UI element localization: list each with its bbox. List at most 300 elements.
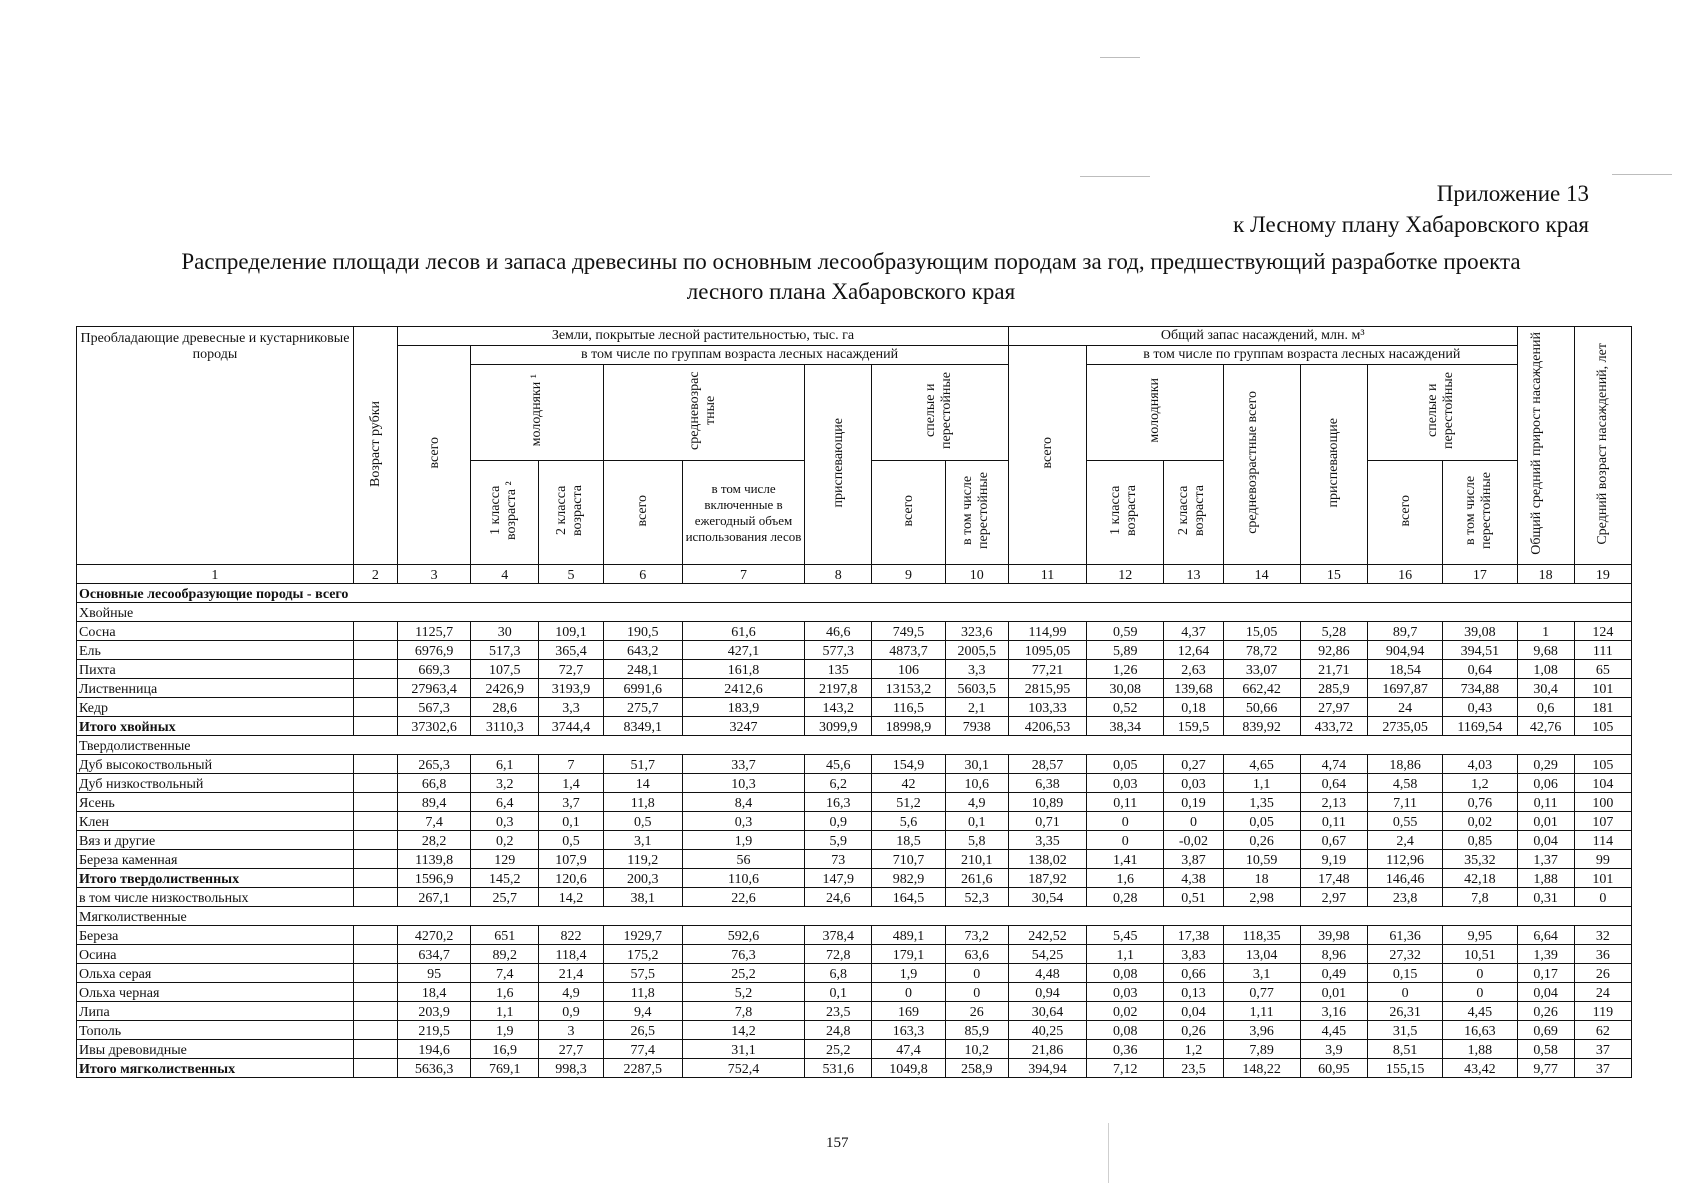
value-cell: 145,2 [471, 869, 539, 888]
value-cell: 99 [1574, 850, 1631, 869]
value-cell [1574, 603, 1631, 622]
value-cell: 110,6 [682, 869, 804, 888]
value-cell: 0,05 [1223, 812, 1300, 831]
value-cell: 0,11 [1087, 793, 1164, 812]
value-cell: 3247 [682, 717, 804, 736]
value-cell [471, 584, 539, 603]
header-area-group: Земли, покрытые лесной растительностью, тыс. га [397, 327, 1008, 346]
header-young: молодняки ¹ [471, 365, 603, 461]
value-cell: 54,25 [1008, 945, 1086, 964]
value-cell: 0,28 [1087, 888, 1164, 907]
value-cell: 6,8 [805, 964, 872, 983]
species-name: Береза каменная [77, 850, 354, 869]
cutting-age-cell [353, 888, 397, 907]
value-cell: 21,86 [1008, 1040, 1086, 1059]
species-name: Ольха черная [77, 983, 354, 1002]
header-cutting-age: Возраст рубки [353, 327, 397, 565]
value-cell: 3,96 [1223, 1021, 1300, 1040]
value-cell: 169 [872, 1002, 945, 1021]
value-cell: 200,3 [603, 869, 682, 888]
value-cell: 1,6 [1087, 869, 1164, 888]
value-cell: 103,33 [1008, 698, 1086, 717]
value-cell: 2005,5 [945, 641, 1008, 660]
value-cell: 89,2 [471, 945, 539, 964]
value-cell [1087, 907, 1164, 926]
value-cell: 0,18 [1164, 698, 1223, 717]
value-cell: 3,3 [539, 698, 603, 717]
species-name: Основные лесообразующие породы - всего [77, 584, 354, 603]
value-cell: 65 [1574, 660, 1631, 679]
header-middle-total: всего [603, 461, 682, 565]
value-cell: 1,88 [1443, 1040, 1517, 1059]
value-cell: 118,35 [1223, 926, 1300, 945]
value-cell: 148,22 [1223, 1059, 1300, 1078]
value-cell [945, 736, 1008, 755]
column-number: 5 [539, 565, 603, 584]
table-body [77, 584, 1632, 1078]
total-row [77, 1059, 1632, 1078]
table-row [77, 660, 1632, 679]
value-cell: 3193,9 [539, 679, 603, 698]
value-cell: 0 [1087, 831, 1164, 850]
value-cell: 6976,9 [397, 641, 470, 660]
column-number: 16 [1367, 565, 1442, 584]
value-cell: 998,3 [539, 1059, 603, 1078]
value-cell: 27,7 [539, 1040, 603, 1059]
value-cell: 3110,3 [471, 717, 539, 736]
value-cell [945, 603, 1008, 622]
value-cell: 5603,5 [945, 679, 1008, 698]
value-cell: 181 [1574, 698, 1631, 717]
value-cell: 749,5 [872, 622, 945, 641]
value-cell [945, 907, 1008, 926]
column-number: 4 [471, 565, 539, 584]
value-cell: 9,4 [603, 1002, 682, 1021]
table-row [77, 850, 1632, 869]
cutting-age-cell [353, 1059, 397, 1078]
value-cell: 73,2 [945, 926, 1008, 945]
value-cell: 0,5 [603, 812, 682, 831]
value-cell: 33,7 [682, 755, 804, 774]
value-cell: 839,92 [1223, 717, 1300, 736]
value-cell: 10,3 [682, 774, 804, 793]
value-cell [1367, 907, 1442, 926]
table-row [77, 793, 1632, 812]
value-cell: 190,5 [603, 622, 682, 641]
value-cell: 0,08 [1087, 1021, 1164, 1040]
value-cell: 62 [1574, 1021, 1631, 1040]
value-cell: 0,9 [805, 812, 872, 831]
value-cell: 2,98 [1223, 888, 1300, 907]
value-cell: 0,02 [1443, 812, 1517, 831]
header-avg-growth: Общий средний прирост насаждений [1517, 327, 1574, 565]
value-cell: 10,89 [1008, 793, 1086, 812]
value-cell: 0,66 [1164, 964, 1223, 983]
column-number: 6 [603, 565, 682, 584]
value-cell: 52,3 [945, 888, 1008, 907]
value-cell: 114,99 [1008, 622, 1086, 641]
header-overmature-stock: в том числе перестойные [1443, 461, 1517, 565]
value-cell [1008, 603, 1086, 622]
column-number: 2 [353, 565, 397, 584]
value-cell: 3,87 [1164, 850, 1223, 869]
value-cell: 0,51 [1164, 888, 1223, 907]
value-cell [471, 907, 539, 926]
value-cell: 30,1 [945, 755, 1008, 774]
value-cell: 73 [805, 850, 872, 869]
value-cell: 0 [1367, 983, 1442, 1002]
species-name: Мягколиственные [77, 907, 354, 926]
header-stock-group: Общий запас насаждений, млн. м³ [1008, 327, 1517, 346]
value-cell: 61,36 [1367, 926, 1442, 945]
species-name: Тополь [77, 1021, 354, 1040]
value-cell: 6991,6 [603, 679, 682, 698]
value-cell: 9,77 [1517, 1059, 1574, 1078]
table-row [77, 812, 1632, 831]
value-cell [1443, 603, 1517, 622]
value-cell: 27,97 [1300, 698, 1367, 717]
value-cell: 1,9 [682, 831, 804, 850]
value-cell: 8349,1 [603, 717, 682, 736]
cutting-age-cell [353, 641, 397, 660]
value-cell: 4206,53 [1008, 717, 1086, 736]
value-cell [872, 603, 945, 622]
value-cell: 27963,4 [397, 679, 470, 698]
value-cell: 248,1 [603, 660, 682, 679]
value-cell: 42 [872, 774, 945, 793]
value-cell [539, 584, 603, 603]
header-class1-stock: 1 класса возраста [1087, 461, 1164, 565]
scan-artifact [1100, 57, 1140, 58]
value-cell [1164, 603, 1223, 622]
value-cell: 18998,9 [872, 717, 945, 736]
header-young-stock: молодняки [1087, 365, 1223, 461]
value-cell: 31,5 [1367, 1021, 1442, 1040]
value-cell [945, 584, 1008, 603]
value-cell: 323,6 [945, 622, 1008, 641]
value-cell: 0,6 [1517, 698, 1574, 717]
column-number: 7 [682, 565, 804, 584]
header-class2-stock: 2 класса возраста [1164, 461, 1223, 565]
value-cell: 489,1 [872, 926, 945, 945]
species-name: Итого хвойных [77, 717, 354, 736]
value-cell: 365,4 [539, 641, 603, 660]
value-cell: 1,35 [1223, 793, 1300, 812]
value-cell: 23,5 [1164, 1059, 1223, 1078]
cutting-age-cell [353, 926, 397, 945]
column-number: 8 [805, 565, 872, 584]
value-cell: 11,8 [603, 983, 682, 1002]
cutting-age-cell [353, 983, 397, 1002]
header-overmature: в том числе перестойные [945, 461, 1008, 565]
value-cell: 643,2 [603, 641, 682, 660]
header-mature: спелые и перестойные [872, 365, 1008, 461]
table-row [77, 926, 1632, 945]
species-name: Береза [77, 926, 354, 945]
value-cell: 4,74 [1300, 755, 1367, 774]
value-cell: 28,6 [471, 698, 539, 717]
value-cell [1300, 584, 1367, 603]
value-cell: 14 [603, 774, 682, 793]
value-cell: 5,9 [805, 831, 872, 850]
header-middle-aged: средневозрас тные [603, 365, 805, 461]
value-cell: 0,27 [1164, 755, 1223, 774]
table-row [77, 774, 1632, 793]
value-cell: 47,4 [872, 1040, 945, 1059]
value-cell: 5,8 [945, 831, 1008, 850]
value-cell [682, 603, 804, 622]
value-cell [805, 907, 872, 926]
value-cell: 3,7 [539, 793, 603, 812]
column-number: 1 [77, 565, 354, 584]
value-cell: 163,3 [872, 1021, 945, 1040]
scan-artifact [1108, 1123, 1109, 1183]
value-cell: 120,6 [539, 869, 603, 888]
value-cell: 105 [1574, 755, 1631, 774]
table-row [77, 888, 1632, 907]
value-cell: 9,95 [1443, 926, 1517, 945]
value-cell [603, 736, 682, 755]
value-cell: 210,1 [945, 850, 1008, 869]
value-cell: 23,5 [805, 1002, 872, 1021]
value-cell: 0,59 [1087, 622, 1164, 641]
value-cell: 242,52 [1008, 926, 1086, 945]
value-cell: 8,4 [682, 793, 804, 812]
value-cell [1517, 584, 1574, 603]
value-cell [682, 584, 804, 603]
cutting-age-cell [353, 831, 397, 850]
value-cell: 12,64 [1164, 641, 1223, 660]
header-mature-stock: спелые и перестойные [1367, 365, 1517, 461]
value-cell: 4873,7 [872, 641, 945, 660]
forest-distribution-table [76, 326, 1632, 1078]
value-cell [805, 736, 872, 755]
value-cell: 267,1 [397, 888, 470, 907]
value-cell: 2,63 [1164, 660, 1223, 679]
value-cell: 0,67 [1300, 831, 1367, 850]
value-cell: 6,1 [471, 755, 539, 774]
value-cell: 0,52 [1087, 698, 1164, 717]
value-cell: 27,32 [1367, 945, 1442, 964]
header-maturing-stock: приспевающие [1300, 365, 1367, 565]
value-cell: 16,9 [471, 1040, 539, 1059]
value-cell: 0,43 [1443, 698, 1517, 717]
value-cell: 0,5 [539, 831, 603, 850]
value-cell [1300, 603, 1367, 622]
header-mature-total: всего [872, 461, 945, 565]
species-name: Сосна [77, 622, 354, 641]
value-cell [1008, 584, 1086, 603]
value-cell: 1,11 [1223, 1002, 1300, 1021]
header-class1: 1 класса возраста ² [471, 461, 539, 565]
value-cell: 18,86 [1367, 755, 1442, 774]
value-cell: 187,92 [1008, 869, 1086, 888]
value-cell: 72,8 [805, 945, 872, 964]
species-name: Ольха серая [77, 964, 354, 983]
value-cell: 7,4 [397, 812, 470, 831]
value-cell: 31,1 [682, 1040, 804, 1059]
cutting-age-cell [353, 964, 397, 983]
value-cell: 2426,9 [471, 679, 539, 698]
value-cell: 26 [1574, 964, 1631, 983]
value-cell: 577,3 [805, 641, 872, 660]
value-cell: 9,19 [1300, 850, 1367, 869]
value-cell: 1169,54 [1443, 717, 1517, 736]
value-cell: 0,3 [682, 812, 804, 831]
value-cell [1087, 584, 1164, 603]
value-cell [1517, 736, 1574, 755]
table-row [77, 964, 1632, 983]
value-cell: 18,54 [1367, 660, 1442, 679]
value-cell: 30,08 [1087, 679, 1164, 698]
value-cell: 3,3 [945, 660, 1008, 679]
value-cell: 0,01 [1300, 983, 1367, 1002]
value-cell: 18 [1223, 869, 1300, 888]
header-maturing: приспевающие [805, 365, 872, 565]
value-cell: 1,41 [1087, 850, 1164, 869]
value-cell [1300, 736, 1367, 755]
value-cell: 1,2 [1443, 774, 1517, 793]
value-cell [397, 736, 470, 755]
scan-artifact [1612, 174, 1672, 175]
value-cell: 30,54 [1008, 888, 1086, 907]
header-middle-included: в том числе включенные в ежегодный объем использования лесов [682, 461, 804, 565]
value-cell: 56 [682, 850, 804, 869]
value-cell: 0,77 [1223, 983, 1300, 1002]
value-cell: 77,21 [1008, 660, 1086, 679]
value-cell [682, 736, 804, 755]
value-cell: 7,12 [1087, 1059, 1164, 1078]
value-cell: 822 [539, 926, 603, 945]
species-name: Клен [77, 812, 354, 831]
cutting-age-cell [353, 1002, 397, 1021]
species-name: Ивы древовидные [77, 1040, 354, 1059]
value-cell: 1,37 [1517, 850, 1574, 869]
value-cell [872, 584, 945, 603]
value-cell: 1049,8 [872, 1059, 945, 1078]
value-cell [539, 907, 603, 926]
value-cell: 285,9 [1300, 679, 1367, 698]
value-cell [471, 736, 539, 755]
value-cell: 0 [1164, 812, 1223, 831]
species-name: Пихта [77, 660, 354, 679]
value-cell: 4,38 [1164, 869, 1223, 888]
cutting-age-cell [353, 850, 397, 869]
value-cell [1164, 907, 1223, 926]
value-cell: 116,5 [872, 698, 945, 717]
value-cell: 0,64 [1300, 774, 1367, 793]
value-cell: 634,7 [397, 945, 470, 964]
species-name: Ель [77, 641, 354, 660]
value-cell: 175,2 [603, 945, 682, 964]
value-cell: 2,13 [1300, 793, 1367, 812]
value-cell: 7 [539, 755, 603, 774]
species-name: Дуб высокоствольный [77, 755, 354, 774]
column-number: 10 [945, 565, 1008, 584]
value-cell: 10,51 [1443, 945, 1517, 964]
value-cell: 45,6 [805, 755, 872, 774]
value-cell: 13153,2 [872, 679, 945, 698]
value-cell [1300, 907, 1367, 926]
value-cell: 72,7 [539, 660, 603, 679]
page-number: 157 [826, 1135, 849, 1151]
value-cell [1443, 584, 1517, 603]
value-cell: 0,17 [1517, 964, 1574, 983]
species-name: Вяз и другие [77, 831, 354, 850]
value-cell: 105 [1574, 717, 1631, 736]
value-cell: 219,5 [397, 1021, 470, 1040]
value-cell: 107 [1574, 812, 1631, 831]
value-cell: 24 [1367, 698, 1442, 717]
value-cell: 0,3 [471, 812, 539, 831]
value-cell: 138,02 [1008, 850, 1086, 869]
table-row [77, 622, 1632, 641]
value-cell: 4,9 [539, 983, 603, 1002]
value-cell: 61,6 [682, 622, 804, 641]
species-name: Дуб низкоствольный [77, 774, 354, 793]
value-cell: 26,5 [603, 1021, 682, 1040]
value-cell [603, 907, 682, 926]
value-cell [682, 907, 804, 926]
value-cell: 57,5 [603, 964, 682, 983]
value-cell: 92,86 [1300, 641, 1367, 660]
value-cell: 37 [1574, 1040, 1631, 1059]
value-cell: 135 [805, 660, 872, 679]
value-cell: 3,16 [1300, 1002, 1367, 1021]
value-cell: 2,4 [1367, 831, 1442, 850]
value-cell: 427,1 [682, 641, 804, 660]
cutting-age-cell [353, 907, 397, 926]
value-cell: 8,96 [1300, 945, 1367, 964]
value-cell: 1,1 [1087, 945, 1164, 964]
value-cell: 1,6 [471, 983, 539, 1002]
value-cell: 111 [1574, 641, 1631, 660]
value-cell: 3 [539, 1021, 603, 1040]
value-cell: 118,4 [539, 945, 603, 964]
cutting-age-cell [353, 945, 397, 964]
value-cell: 4,48 [1008, 964, 1086, 983]
value-cell [539, 603, 603, 622]
value-cell [1367, 736, 1442, 755]
species-name: Итого твердолиственных [77, 869, 354, 888]
value-cell: 15,05 [1223, 622, 1300, 641]
value-cell: 6,64 [1517, 926, 1574, 945]
value-cell: 4270,2 [397, 926, 470, 945]
value-cell: 1929,7 [603, 926, 682, 945]
table-row [77, 831, 1632, 850]
value-cell: 77,4 [603, 1040, 682, 1059]
header-stock-subgroup: в том числе по группам возраста лесных насаждений [1087, 346, 1517, 365]
value-cell: 1,39 [1517, 945, 1574, 964]
value-cell: 2197,8 [805, 679, 872, 698]
value-cell: 14,2 [539, 888, 603, 907]
value-cell: 100 [1574, 793, 1631, 812]
value-cell: 32 [1574, 926, 1631, 945]
value-cell: 10,59 [1223, 850, 1300, 869]
value-cell: 16,3 [805, 793, 872, 812]
header-middle-aged-stock: средневозрастные всего [1223, 365, 1300, 565]
value-cell: 21,71 [1300, 660, 1367, 679]
value-cell: 1,1 [471, 1002, 539, 1021]
value-cell: 112,96 [1367, 850, 1442, 869]
value-cell: 0,36 [1087, 1040, 1164, 1059]
value-cell: 38,1 [603, 888, 682, 907]
value-cell: 0,58 [1517, 1040, 1574, 1059]
value-cell: 734,88 [1443, 679, 1517, 698]
column-number: 17 [1443, 565, 1517, 584]
value-cell: 50,66 [1223, 698, 1300, 717]
value-cell: 101 [1574, 869, 1631, 888]
